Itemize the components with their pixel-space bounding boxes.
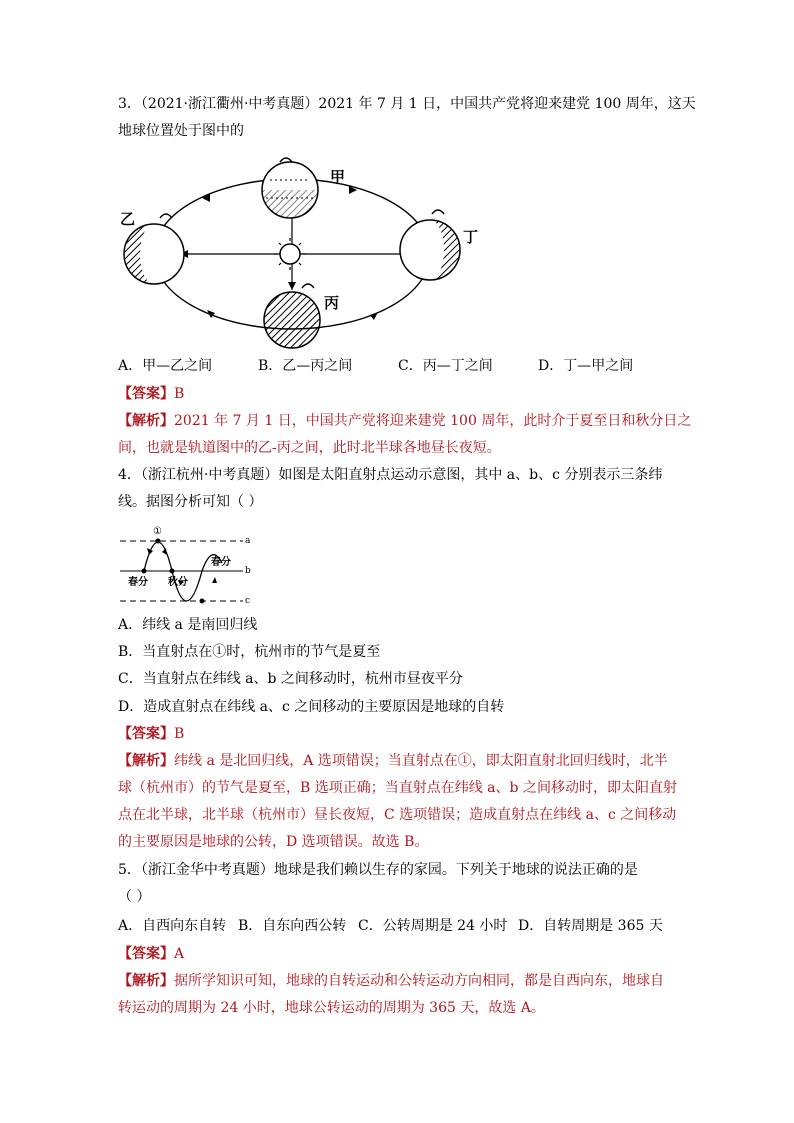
earth-ding <box>400 210 460 280</box>
q5-answer <box>118 944 184 964</box>
earth-jia <box>262 158 318 218</box>
label-a: a <box>245 536 251 546</box>
q4-stem-line2: 线。据图分析可知（ ） <box>118 494 263 510</box>
q5-option-d: D．自转周期是 365 天 <box>518 918 663 934</box>
analysis-tag: 【解析】 <box>118 973 174 989</box>
label-b: b <box>245 566 251 576</box>
q4-option-a: A．纬线 a 是南回归线 <box>118 617 258 633</box>
answer-tag: 【答案】 <box>118 726 174 742</box>
q3-stem-line2: 地球位置处于图中的 <box>118 123 244 139</box>
q3-option-c: C．丙—丁之间 <box>398 358 493 374</box>
label-bing: 丙 <box>324 294 340 312</box>
q4-option-b: B．当直射点在①时，杭州市的节气是夏至 <box>118 644 381 660</box>
q3-options <box>118 356 633 376</box>
earth-bing <box>264 284 320 348</box>
label-point1: ① <box>153 526 162 537</box>
direct-point-diagram <box>118 523 258 608</box>
q3-option-d: D．丁—甲之间 <box>538 358 634 374</box>
q4-analysis-line3: 点在北半球，北半球（杭州市）昼长夜短，C 选项错误；造成直射点在纬线 a、c 之间移动 <box>118 807 677 823</box>
q4-answer <box>118 724 184 744</box>
q5-option-c: C．公转周期是 24 小时 <box>358 918 508 934</box>
q4-analysis-line2: 球（杭州市）的节气是夏至，B 选项正确；当直射点在纬线 a、b 之间移动时，即太阳直射 <box>118 780 677 796</box>
q5-option-b: B．自东向西公转 <box>238 918 347 934</box>
label-c: c <box>245 596 251 606</box>
q5-options <box>118 916 663 936</box>
answer-tag: 【答案】 <box>118 386 174 402</box>
q3-analysis-line1: 【解析】2021 年 7 月 1 日，中国共产党将迎来建党 100 周年，此时介于夏至日和秋分日之 <box>118 413 692 429</box>
orbit-arrow <box>370 312 378 320</box>
analysis-tag: 【解析】 <box>118 753 174 769</box>
label-yi: 乙 <box>120 210 136 228</box>
label-qiufen: 秋分 <box>168 577 188 588</box>
answer-tag: 【答案】 <box>118 946 174 962</box>
q4-stem-line1: 4．（浙江杭州·中考真题）如图是太阳直射点运动示意图，其中 a、b、c 分别表示三条纬 <box>118 467 663 483</box>
q4-option-c: C．当直射点在纬线 a、b 之间移动时，杭州市昼夜平分 <box>118 671 463 687</box>
q4-analysis-line1: 【解析】纬线 a 是北回归线，A 选项错误；当直射点在①，即太阳直射北回归线时，北半 <box>118 753 668 769</box>
q5-stem-line1: 5．（浙江金华中考真题）地球是我们赖以生存的家园。下列关于地球的说法正确的是 <box>118 862 638 878</box>
q4-analysis-line4: 的主要原因是地球的公转，D 选项错误。故选 B。 <box>118 834 429 850</box>
label-chunfen-left: 春分 <box>128 577 148 588</box>
q3-answer <box>118 384 184 404</box>
answer-value: B <box>174 386 185 402</box>
earth-orbit-diagram <box>120 150 480 350</box>
q4-option-d: D．造成直射点在纬线 a、c 之间移动的主要原因是地球的自转 <box>118 699 505 715</box>
q5-option-a: A．自西向东自转 <box>118 918 227 934</box>
q5-stem-line2: （ ） <box>118 889 151 905</box>
q5-analysis-line1: 【解析】据所学知识可知，地球的自转运动和公转运动方向相同，都是自西向东，地球自 <box>118 973 664 989</box>
q3-option-b: B．乙—丙之间 <box>258 358 353 374</box>
label-chunfen-right: 春分 <box>211 557 231 568</box>
q3-stem-line1: 3．（2021·浙江衢州·中考真题）2021 年 7 月 1 日，中国共产党将迎来建党 100 周年，这天 <box>118 96 696 112</box>
label-ding: 丁 <box>463 228 479 246</box>
answer-value: A <box>174 946 185 962</box>
label-jia: 甲 <box>330 168 346 186</box>
q5-analysis-line2: 转运动的周期为 24 小时，地球公转运动的周期为 365 天，故选 A。 <box>118 1000 545 1016</box>
analysis-tag: 【解析】 <box>118 413 174 429</box>
answer-value: B <box>174 726 185 742</box>
q3-option-a: A．甲—乙之间 <box>118 358 213 374</box>
q3-analysis-line2: 间，也就是轨道图中的乙-丙之间，此时北半球各地昼长夜短。 <box>118 440 501 456</box>
